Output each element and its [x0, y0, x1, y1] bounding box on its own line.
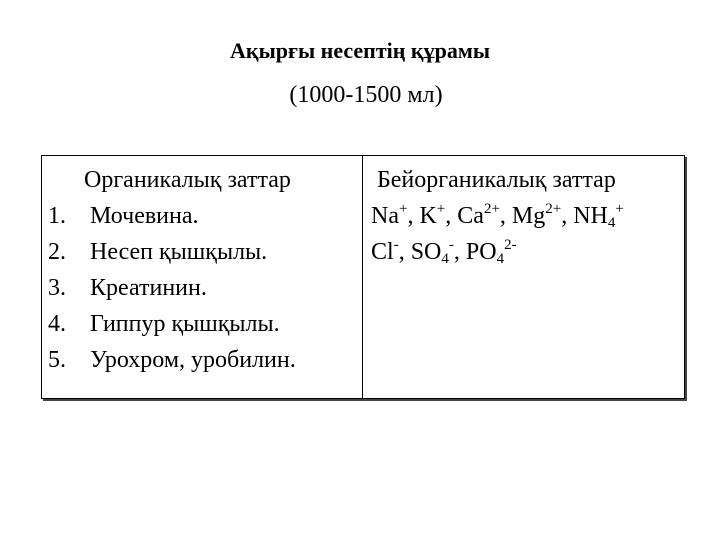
separator: ,: [499, 203, 512, 229]
ion-symbol: NH: [573, 203, 608, 229]
organic-header: Органикалық заттар: [84, 167, 291, 193]
list-item: [42, 198, 362, 234]
anions-line: [363, 234, 686, 270]
page-title: Ақырғы несептің құрамы: [230, 38, 490, 63]
ion-subscript: 4: [441, 251, 449, 267]
item-number: 5.: [48, 347, 66, 373]
organic-column: [42, 162, 362, 378]
list-item: [42, 342, 362, 378]
separator: ,: [453, 239, 466, 265]
ion-charge: -: [393, 237, 399, 253]
ion-charge: +: [398, 201, 408, 217]
page-subtitle: (1000-1500 мл): [289, 82, 443, 108]
ion-symbol: K: [419, 203, 437, 229]
ion-symbol: Na: [371, 203, 399, 229]
ion-charge: +: [436, 201, 446, 217]
ion-charge: 2-: [504, 237, 517, 253]
list-item: [42, 234, 362, 270]
item-number: 3.: [48, 275, 66, 301]
ion-charge: 2+: [483, 201, 500, 217]
item-text: Гиппур қышқылы.: [90, 311, 280, 337]
ion-subscript: 4: [607, 215, 616, 231]
inorganic-header: Бейорганикалық заттар: [377, 167, 616, 193]
separator: ,: [407, 203, 420, 229]
list-item: [42, 306, 362, 342]
item-text: Креатинин.: [90, 275, 207, 301]
item-number: 4.: [48, 311, 66, 337]
ion-symbol: PO: [465, 239, 497, 265]
list-item: [42, 270, 362, 306]
separator: ,: [561, 203, 574, 229]
cations-line: [363, 198, 686, 234]
ion-charge: 2+: [545, 201, 562, 217]
ion-symbol: Mg: [511, 203, 546, 229]
ion-charge: -: [448, 237, 454, 253]
ion-symbol: Cl: [371, 239, 394, 265]
ion-subscript: 4: [496, 251, 505, 267]
item-text: Урохром, уробилин.: [90, 347, 296, 373]
separator: ,: [445, 203, 458, 229]
ion-symbol: Ca: [457, 203, 484, 229]
item-text: Несеп қышқылы.: [90, 239, 268, 265]
ion-charge: +: [615, 201, 624, 217]
separator: ,: [398, 239, 411, 265]
item-number: 2.: [48, 239, 66, 265]
ion-symbol: SO: [410, 239, 442, 265]
composition-table: [41, 155, 685, 399]
item-text: Мочевина.: [90, 203, 199, 229]
item-number: 1.: [48, 203, 66, 229]
inorganic-column: [363, 162, 686, 270]
